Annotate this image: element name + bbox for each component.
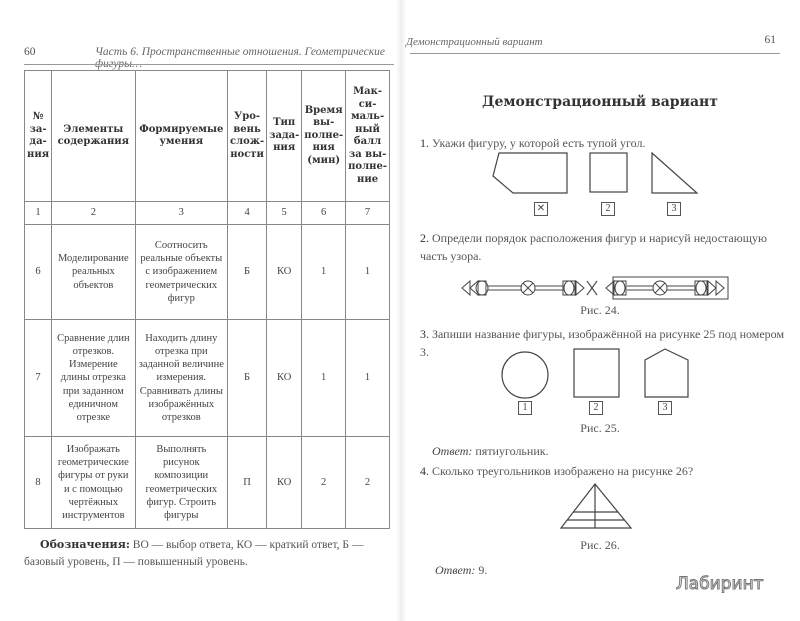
answer-box-2[interactable]: 2 — [601, 202, 615, 216]
page-title: Демонстрационный вариант — [482, 94, 718, 110]
answer-value: 9. — [478, 563, 488, 577]
running-title: Демонстрационный вариант — [406, 36, 543, 48]
header-cell: Формируемые умения — [135, 71, 227, 202]
cell-type: КО — [267, 320, 302, 437]
answer-q4 — [435, 563, 487, 578]
column-number: 7 — [346, 202, 390, 225]
legend-text: ВО — выбор ответа, КО — краткий ответ, Б — базовый уровень, П — повышенный уровень. — [24, 539, 364, 569]
cell-time: 1 — [302, 320, 346, 437]
cell-content: Изображать геометрические фигуры от руки и с помощью чертёжных инструментов — [52, 437, 135, 529]
question-text: Сколько треугольников изображено на рисунке 26? — [432, 464, 694, 478]
legend — [24, 537, 390, 572]
cell-task-number: 6 — [25, 225, 52, 320]
cell-task-number: 8 — [25, 437, 52, 529]
cell-skills: Находить длину отрезка при заданной величине измерения. Сравнивать длины изображённых отрезков — [135, 320, 227, 437]
figure-label-3: 3 — [658, 401, 672, 415]
column-number: 5 — [267, 202, 302, 225]
table-row — [25, 320, 390, 437]
cell-type: КО — [267, 437, 302, 529]
cell-task-number: 7 — [25, 320, 52, 437]
column-number: 6 — [302, 202, 346, 225]
header-cell: Мак-си-маль-ный балл за вы-полне-ние — [346, 71, 390, 202]
cell-level: П — [228, 437, 267, 529]
question-text: Определи порядок расположения фигур и нарисуй недостающую часть узора. — [420, 231, 767, 263]
question-number: 2. — [420, 231, 429, 245]
column-number-row — [25, 202, 390, 225]
answer-value: пятиугольник. — [475, 444, 549, 458]
question-number: 1. — [420, 136, 429, 150]
legend-label: Обозначения: — [40, 538, 130, 551]
cell-time: 1 — [302, 225, 346, 320]
table-row — [25, 437, 390, 529]
cell-max-score: 2 — [346, 437, 390, 529]
header-cell: Тип зада-ния — [267, 71, 302, 202]
specification-table — [24, 70, 390, 529]
figure-caption: Рис. 24. — [580, 303, 620, 317]
header-cell: № за-да-ния — [25, 71, 52, 202]
table-header-row — [25, 71, 390, 202]
question-number: 3. — [420, 327, 429, 341]
cell-skills: Соотносить реальные объекты с изображением геометрических фигур — [135, 225, 227, 320]
cell-content: Сравнение длин отрезков. Измерение длины отрезка при заданном единичном отрезке — [52, 320, 135, 437]
answer-label: Ответ: — [432, 444, 473, 458]
header-rule — [24, 64, 394, 65]
answer-box-3[interactable]: 3 — [667, 202, 681, 216]
figure-label-1: 1 — [518, 401, 532, 415]
answer-box-1-checked[interactable]: ✕ — [534, 202, 548, 216]
cell-time: 2 — [302, 437, 346, 529]
cell-level: Б — [228, 225, 267, 320]
table-row — [25, 225, 390, 320]
figure-caption: Рис. 26. — [580, 538, 620, 552]
cell-max-score: 1 — [346, 320, 390, 437]
cell-skills: Выполнять рисунок композиции геометрических фигур. Строить фигуры — [135, 437, 227, 529]
answer-label: Ответ: — [435, 563, 476, 577]
column-number: 1 — [25, 202, 52, 225]
column-number: 2 — [52, 202, 135, 225]
watermark-logo: Лабиринт — [676, 574, 764, 594]
column-number: 4 — [228, 202, 267, 225]
cell-max-score: 1 — [346, 225, 390, 320]
column-number: 3 — [135, 202, 227, 225]
page-number: 61 — [764, 34, 776, 46]
figure-caption: Рис. 25. — [580, 421, 620, 435]
header-cell: Элементы содержания — [52, 71, 135, 202]
figure-26-triangle — [400, 0, 800, 621]
right-page — [400, 0, 800, 621]
figure-label-2: 2 — [589, 401, 603, 415]
cell-type: КО — [267, 225, 302, 320]
question-text: Укажи фигуру, у которой есть тупой угол. — [432, 136, 646, 150]
header-cell: Уро-вень слож-ности — [228, 71, 267, 202]
cell-level: Б — [228, 320, 267, 437]
header-cell: Время вы-полне-ния (мин) — [302, 71, 346, 202]
cell-content: Моделирование реальных объектов — [52, 225, 135, 320]
page-number: 60 — [24, 46, 36, 58]
question-text: Запиши название фигуры, изображённой на рисунке 25 под номером 3. — [420, 327, 785, 359]
question-number: 4. — [420, 464, 429, 478]
running-title: Часть 6. Пространственные отношения. Геометрические фигуры… — [95, 46, 385, 70]
